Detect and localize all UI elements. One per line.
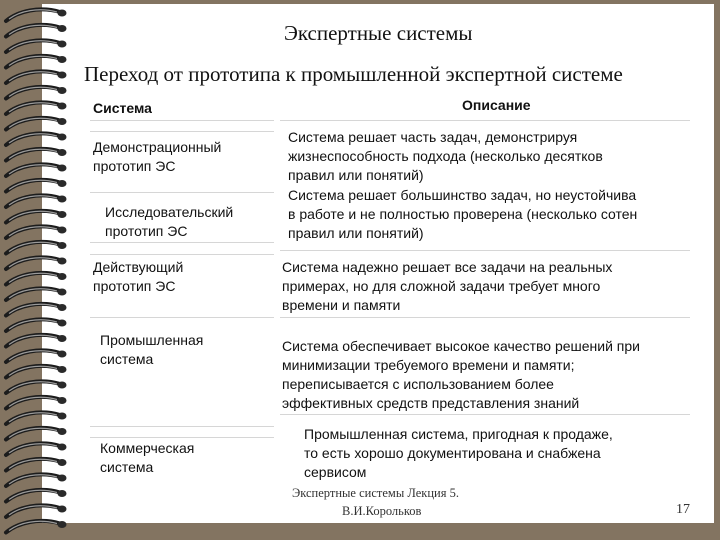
header-system: Система xyxy=(93,100,152,116)
slide-title: Экспертные системы xyxy=(284,21,473,45)
spiral-hole xyxy=(58,25,67,32)
spiral-hole xyxy=(58,87,67,94)
footer-lecture: Экспертные системы Лекция 5. xyxy=(292,486,459,500)
spiral-hole xyxy=(58,351,67,358)
row-3-desc-line-3: времени и памяти xyxy=(282,297,401,313)
table-rule xyxy=(280,317,690,318)
spiral-hole xyxy=(58,242,67,249)
spiral-hole xyxy=(58,304,67,311)
row-3-description xyxy=(282,258,612,315)
table-rule xyxy=(90,131,274,132)
spiral-hole xyxy=(58,366,67,373)
table-rule xyxy=(90,437,274,438)
table-rule xyxy=(280,250,690,251)
spiral-hole xyxy=(58,428,67,435)
spiral-hole xyxy=(58,149,67,156)
row-5-desc-line-1: Промышленная система, пригодная к продаже, xyxy=(304,426,613,442)
table-rule xyxy=(280,120,690,121)
row-1-system-line-1: Демонстрационный xyxy=(93,139,222,155)
row-4-description xyxy=(282,337,640,413)
row-5-system-line-2: система xyxy=(100,459,154,475)
table-rule xyxy=(90,120,274,121)
row-1-system xyxy=(93,138,221,176)
spiral-hole xyxy=(58,335,67,342)
spiral-hole xyxy=(58,506,67,513)
row-2-system-line-2: прототип ЭС xyxy=(105,223,188,239)
spiral-hole xyxy=(58,103,67,110)
slide-subtitle: Переход от прототипа к промышленной экспертной системе xyxy=(84,62,623,86)
row-4-system xyxy=(100,331,203,369)
table-rule xyxy=(90,426,274,427)
spiral-hole xyxy=(58,258,67,265)
spiral-hole xyxy=(58,382,67,389)
spiral-hole xyxy=(58,227,67,234)
row-2-system xyxy=(105,203,233,241)
table-rule xyxy=(90,317,274,318)
row-1-desc-line-2: жизнеспособность подхода (несколько десятков xyxy=(288,148,603,164)
row-2-system-line-1: Исследовательский xyxy=(105,204,234,220)
spiral-hole xyxy=(58,459,67,466)
spiral-hole xyxy=(58,56,67,63)
row-2-desc-line-3: правил или понятий) xyxy=(288,225,424,241)
row-4-desc-line-2: минимизации требуемого времени и памяти; xyxy=(282,357,575,373)
spiral-hole xyxy=(58,134,67,141)
spiral-hole xyxy=(58,196,67,203)
row-5-desc-line-3: сервисом xyxy=(304,464,367,480)
footer-author: В.И.Корольков xyxy=(342,504,422,518)
row-3-system xyxy=(93,258,183,296)
header-description: Описание xyxy=(462,97,531,113)
table-rule xyxy=(280,414,690,415)
row-5-description xyxy=(304,425,613,482)
row-1-description xyxy=(288,128,603,185)
spiral-binding xyxy=(0,0,80,540)
row-2-description xyxy=(288,186,637,243)
row-3-system-line-1: Действующий xyxy=(93,259,184,275)
row-4-desc-line-4: эффективных средств представления знаний xyxy=(282,395,580,411)
row-3-desc-line-1: Система надежно решает все задачи на реальных xyxy=(282,259,613,275)
spiral-hole xyxy=(58,397,67,404)
spiral-hole xyxy=(58,320,67,327)
table-rule xyxy=(90,192,274,193)
row-3-system-line-2: прототип ЭС xyxy=(93,278,176,294)
spiral-hole xyxy=(58,180,67,187)
spiral-hole xyxy=(58,165,67,172)
spiral-hole xyxy=(58,521,67,528)
spiral-hole xyxy=(58,273,67,280)
row-4-desc-line-3: переписывается с использованием более xyxy=(282,376,554,392)
row-4-desc-line-1: Система обеспечивает высокое качество решений при xyxy=(282,338,640,354)
row-5-system xyxy=(100,439,194,477)
spiral-hole xyxy=(58,10,67,17)
row-4-system-line-1: Промышленная xyxy=(100,332,204,348)
spiral-hole xyxy=(58,413,67,420)
spiral-hole xyxy=(58,118,67,125)
table-rule xyxy=(90,242,274,243)
row-5-system-line-1: Коммерческая xyxy=(100,440,195,456)
spiral-hole xyxy=(58,475,67,482)
table-rule xyxy=(90,254,274,255)
spiral-hole xyxy=(58,444,67,451)
row-4-system-line-2: система xyxy=(100,351,154,367)
slide xyxy=(42,4,714,523)
row-3-desc-line-2: примерах, но для сложной задачи требует много xyxy=(282,278,601,294)
spiral-hole xyxy=(58,211,67,218)
row-5-desc-line-2: то есть хорошо документирована и снабжена xyxy=(304,445,601,461)
page-number: 17 xyxy=(676,502,690,517)
spiral-hole xyxy=(58,72,67,79)
row-2-desc-line-2: в работе и не полностью проверена (несколько сотен xyxy=(288,206,638,222)
row-2-desc-line-1: Система решает большинство задач, но неустойчива xyxy=(288,187,637,203)
spiral-hole xyxy=(58,41,67,48)
spiral-hole xyxy=(58,490,67,497)
spiral-hole xyxy=(58,289,67,296)
row-1-desc-line-3: правил или понятий) xyxy=(288,167,424,183)
row-1-system-line-2: прототип ЭС xyxy=(93,158,176,174)
row-1-desc-line-1: Система решает часть задач, демонстрируя xyxy=(288,129,578,145)
